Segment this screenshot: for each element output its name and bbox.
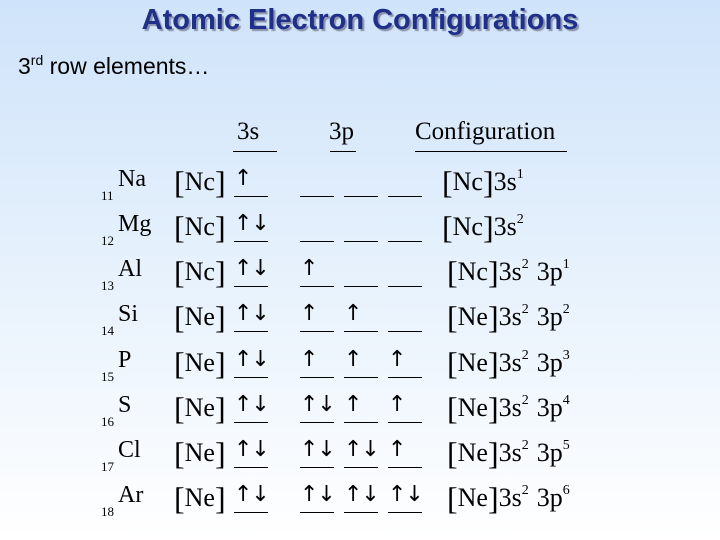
orbital-3p xyxy=(344,166,378,197)
electron-count: 2 xyxy=(562,302,570,317)
orbital-3p xyxy=(344,347,378,378)
core-symbol: Ne xyxy=(457,302,488,331)
orbital-3p xyxy=(388,392,422,423)
core-symbol: Ne xyxy=(184,483,215,512)
element-symbol: Si xyxy=(118,301,139,327)
open-bracket: [ xyxy=(442,209,453,245)
orbital-3p xyxy=(300,392,334,423)
element-symbol: Ar xyxy=(118,482,144,508)
close-bracket: ] xyxy=(487,435,499,471)
electron-count: 2 xyxy=(521,393,529,408)
orbital-3p xyxy=(388,256,422,287)
orbital-label: 3s xyxy=(498,348,522,377)
orbital-label: 3p xyxy=(536,483,563,512)
core-symbol: Ne xyxy=(184,393,215,422)
electron-arrows: ↑ xyxy=(300,256,318,281)
orbital-3s xyxy=(234,392,268,423)
electron-arrows: ↑ xyxy=(344,347,362,372)
orbital-term xyxy=(499,257,529,286)
core-symbol: Nc xyxy=(184,167,215,196)
open-bracket: [ xyxy=(447,390,458,426)
orbital-3p xyxy=(344,482,378,513)
orbital-3p xyxy=(388,301,422,332)
orbital-3s xyxy=(234,166,268,197)
orbital-3p xyxy=(300,437,334,468)
electron-arrows: ↑↓ xyxy=(234,256,269,281)
header-3s-underline xyxy=(233,151,277,152)
noble-gas-core xyxy=(174,209,226,246)
orbital-label: 3p xyxy=(536,302,563,331)
core-symbol: Ne xyxy=(457,438,488,467)
electron-arrows: ↑↓ xyxy=(300,482,335,507)
subtitle-prefix: 3 xyxy=(18,53,31,79)
close-bracket: ] xyxy=(482,164,494,200)
noble-gas-core xyxy=(174,299,226,336)
orbital-3p xyxy=(388,482,422,513)
atomic-number: 17 xyxy=(101,459,114,474)
electron-count: 1 xyxy=(562,257,570,272)
close-bracket: ] xyxy=(487,480,499,516)
table-row xyxy=(0,437,720,481)
open-bracket: [ xyxy=(447,254,458,290)
atomic-number: 11 xyxy=(101,188,114,203)
core-symbol: Ne xyxy=(457,483,488,512)
orbital-3p xyxy=(344,256,378,287)
configuration xyxy=(442,209,524,246)
electron-count: 2 xyxy=(521,438,529,453)
table-row xyxy=(0,166,720,210)
slide-title: Atomic Electron Configurations xyxy=(141,4,579,36)
orbital-term xyxy=(499,438,529,467)
close-bracket: ] xyxy=(487,390,499,426)
close-bracket: ] xyxy=(214,345,226,381)
electron-arrows: ↑ xyxy=(234,166,252,191)
close-bracket: ] xyxy=(214,480,226,516)
open-bracket: [ xyxy=(447,299,458,335)
noble-gas-core xyxy=(174,435,226,472)
core-symbol: Ne xyxy=(184,438,215,467)
noble-gas-core xyxy=(174,390,226,427)
open-bracket: [ xyxy=(447,345,458,381)
electron-arrows: ↑ xyxy=(388,437,406,462)
orbital-3p xyxy=(300,482,334,513)
orbital-3p xyxy=(300,166,334,197)
electron-arrows: ↑↓ xyxy=(300,392,335,417)
electron-arrows: ↑↓ xyxy=(234,211,269,236)
orbital-3s xyxy=(234,211,268,242)
electron-count: 1 xyxy=(516,167,524,182)
subtitle-ordinal: rd xyxy=(30,52,44,68)
close-bracket: ] xyxy=(214,299,226,335)
electron-count: 5 xyxy=(562,438,570,453)
orbital-label: 3s xyxy=(493,212,517,241)
orbital-label: 3p xyxy=(536,393,563,422)
configuration xyxy=(447,299,570,336)
electron-arrows: ↑↓ xyxy=(234,347,269,372)
orbital-label: 3p xyxy=(536,348,563,377)
atomic-number: 14 xyxy=(101,323,114,338)
header-3p-underline xyxy=(330,151,356,152)
electron-count: 2 xyxy=(521,257,529,272)
orbital-label: 3s xyxy=(498,393,522,422)
open-bracket: [ xyxy=(447,480,458,516)
orbital-term xyxy=(537,393,570,422)
configuration xyxy=(447,480,570,517)
orbital-3s xyxy=(234,301,268,332)
orbital-3p xyxy=(300,347,334,378)
close-bracket: ] xyxy=(214,209,226,245)
electron-arrows: ↑ xyxy=(300,301,318,326)
core-symbol: Nc xyxy=(184,212,215,241)
core-symbol: Ne xyxy=(457,393,488,422)
orbital-term xyxy=(537,302,570,331)
orbital-3p xyxy=(388,347,422,378)
close-bracket: ] xyxy=(214,390,226,426)
electron-arrows: ↑↓ xyxy=(234,437,269,462)
orbital-3s xyxy=(234,437,268,468)
orbital-3p xyxy=(344,301,378,332)
atomic-number: 13 xyxy=(101,278,114,293)
orbital-term xyxy=(499,483,529,512)
table-row xyxy=(0,256,720,300)
electron-arrows: ↑ xyxy=(300,347,318,372)
configuration xyxy=(442,164,524,201)
element-symbol: S xyxy=(118,392,132,418)
orbital-term xyxy=(499,348,529,377)
orbital-term xyxy=(537,483,570,512)
open-bracket: [ xyxy=(174,209,185,245)
header-configuration: Configuration xyxy=(415,118,556,145)
electron-arrows: ↑↓ xyxy=(234,392,269,417)
orbital-3p xyxy=(344,437,378,468)
electron-arrows: ↑↓ xyxy=(234,301,269,326)
core-symbol: Nc xyxy=(452,167,483,196)
open-bracket: [ xyxy=(447,435,458,471)
open-bracket: [ xyxy=(174,435,185,471)
orbital-label: 3p xyxy=(536,438,563,467)
core-symbol: Nc xyxy=(184,257,215,286)
close-bracket: ] xyxy=(487,345,499,381)
orbital-label: 3s xyxy=(498,302,522,331)
orbital-label: 3s xyxy=(498,257,522,286)
configuration xyxy=(447,345,570,382)
noble-gas-core xyxy=(174,164,226,201)
electron-count: 2 xyxy=(521,483,529,498)
orbital-3p xyxy=(300,301,334,332)
electron-count: 6 xyxy=(562,483,570,498)
electron-arrows: ↑ xyxy=(388,347,406,372)
orbital-term xyxy=(499,393,529,422)
electron-arrows: ↑↓ xyxy=(344,437,379,462)
open-bracket: [ xyxy=(174,164,185,200)
open-bracket: [ xyxy=(174,254,185,290)
noble-gas-core xyxy=(174,480,226,517)
orbital-3p xyxy=(300,211,334,242)
close-bracket: ] xyxy=(214,254,226,290)
electron-count: 2 xyxy=(521,302,529,317)
orbital-3p xyxy=(344,211,378,242)
core-symbol: Nc xyxy=(452,212,483,241)
core-symbol: Nc xyxy=(457,257,488,286)
orbital-3s xyxy=(234,256,268,287)
orbital-label: 3p xyxy=(536,257,563,286)
electron-arrows: ↑ xyxy=(388,392,406,417)
configuration xyxy=(447,254,570,291)
electron-arrows: ↑↓ xyxy=(234,482,269,507)
element-symbol: Mg xyxy=(118,211,152,237)
close-bracket: ] xyxy=(214,435,226,471)
orbital-3s xyxy=(234,482,268,513)
orbital-label: 3s xyxy=(498,438,522,467)
electron-count: 2 xyxy=(516,212,524,227)
electron-arrows: ↑ xyxy=(344,301,362,326)
electron-count: 3 xyxy=(562,348,570,363)
core-symbol: Ne xyxy=(184,302,215,331)
table-row xyxy=(0,347,720,391)
table-row xyxy=(0,392,720,436)
table-row xyxy=(0,301,720,345)
orbital-term xyxy=(494,167,524,196)
open-bracket: [ xyxy=(174,299,185,335)
table-row xyxy=(0,482,720,526)
atomic-number: 18 xyxy=(101,504,114,519)
header-configuration-underline xyxy=(415,151,567,152)
configuration xyxy=(447,390,570,427)
atomic-number: 12 xyxy=(101,233,114,248)
orbital-3p xyxy=(388,211,422,242)
electron-arrows: ↑↓ xyxy=(388,482,423,507)
core-symbol: Ne xyxy=(184,348,215,377)
orbital-term xyxy=(537,438,570,467)
noble-gas-core xyxy=(174,254,226,291)
open-bracket: [ xyxy=(174,390,185,426)
orbital-3p xyxy=(388,437,422,468)
subtitle-text: row elements… xyxy=(43,53,210,79)
electron-count: 2 xyxy=(521,348,529,363)
orbital-label: 3s xyxy=(493,167,517,196)
close-bracket: ] xyxy=(487,299,499,335)
configuration xyxy=(447,435,570,472)
electron-arrows: ↑↓ xyxy=(344,482,379,507)
element-symbol: Cl xyxy=(118,437,141,463)
close-bracket: ] xyxy=(487,254,499,290)
element-symbol: Al xyxy=(118,256,142,282)
orbital-3p xyxy=(344,392,378,423)
atomic-number: 15 xyxy=(101,369,114,384)
open-bracket: [ xyxy=(174,480,185,516)
atomic-number: 16 xyxy=(101,414,114,429)
orbital-3s xyxy=(234,347,268,378)
orbital-3p xyxy=(300,256,334,287)
close-bracket: ] xyxy=(214,164,226,200)
orbital-term xyxy=(499,302,529,331)
header-3s: 3s xyxy=(237,118,260,145)
noble-gas-core xyxy=(174,345,226,382)
orbital-3p xyxy=(388,166,422,197)
header-3p: 3p xyxy=(329,118,354,145)
slide-subtitle xyxy=(18,52,209,80)
orbital-term xyxy=(494,212,524,241)
table-row xyxy=(0,211,720,255)
orbital-term xyxy=(537,257,570,286)
open-bracket: [ xyxy=(442,164,453,200)
electron-count: 4 xyxy=(562,393,570,408)
close-bracket: ] xyxy=(482,209,494,245)
orbital-label: 3s xyxy=(498,483,522,512)
core-symbol: Ne xyxy=(457,348,488,377)
electron-arrows: ↑ xyxy=(344,392,362,417)
element-symbol: Na xyxy=(118,166,146,192)
electron-arrows: ↑↓ xyxy=(300,437,335,462)
orbital-term xyxy=(537,348,570,377)
element-symbol: P xyxy=(118,347,132,373)
open-bracket: [ xyxy=(174,345,185,381)
